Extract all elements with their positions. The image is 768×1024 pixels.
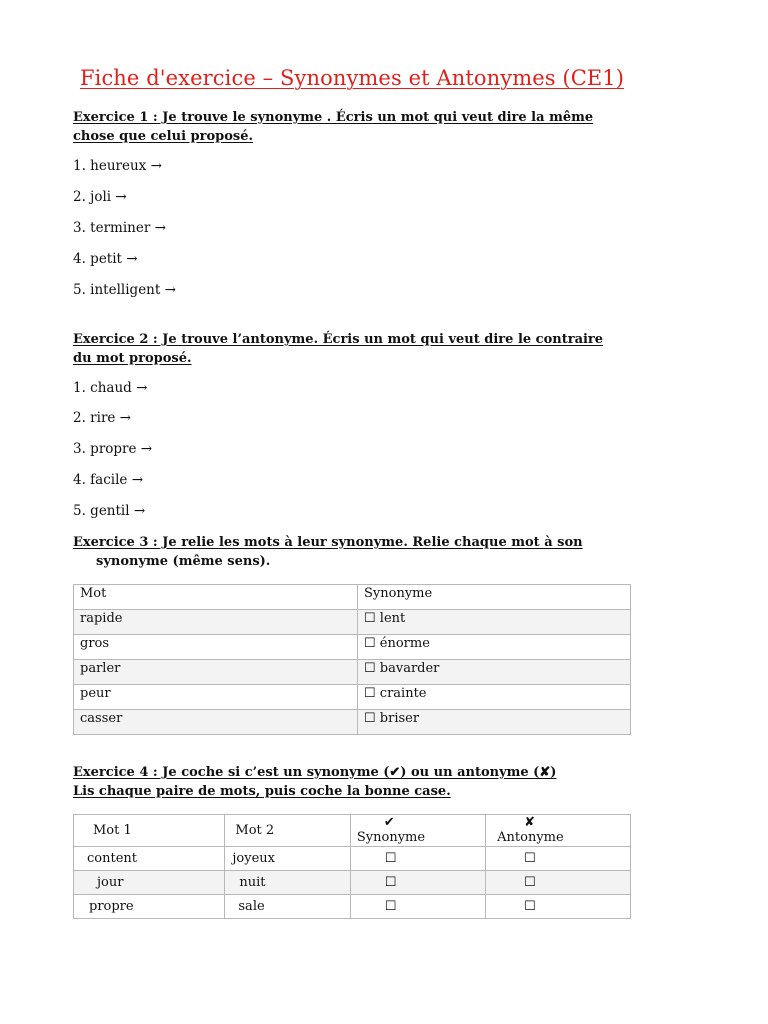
- word-2-cell: nuit: [225, 871, 350, 895]
- table-row: [74, 635, 631, 660]
- exercise-2-item: 4. facile →: [73, 472, 144, 488]
- antonym-checkbox[interactable]: ☐: [486, 871, 631, 895]
- synonym-option-checkbox[interactable]: ☐ briser: [358, 710, 631, 735]
- synonym-option-checkbox[interactable]: ☐ énorme: [358, 635, 631, 660]
- header-antonyme: [486, 815, 631, 847]
- word-cell: rapide: [74, 610, 358, 635]
- exercise-1-heading: [73, 108, 633, 146]
- table-header-row: [74, 815, 631, 847]
- table-header-row: [74, 585, 631, 610]
- word-1-cell: content: [74, 847, 225, 871]
- exercise-4-heading-line2: Lis chaque paire de mots, puis coche la bonne case.: [73, 784, 451, 799]
- synonym-checkbox[interactable]: ☐: [350, 847, 485, 871]
- table-row: [74, 660, 631, 685]
- exercise-3-heading: [73, 533, 633, 571]
- synonym-checkbox[interactable]: ☐: [350, 895, 485, 919]
- table-row: [74, 871, 631, 895]
- exercise-1-item: 4. petit →: [73, 251, 138, 267]
- synonym-option-checkbox[interactable]: ☐ lent: [358, 610, 631, 635]
- synonym-option-checkbox[interactable]: ☐ crainte: [358, 685, 631, 710]
- header-mot-1: Mot 1: [74, 815, 225, 847]
- exercise-1-item: 5. intelligent →: [73, 282, 176, 298]
- antonym-checkbox[interactable]: ☐: [486, 895, 631, 919]
- word-cell: casser: [74, 710, 358, 735]
- checkmark-icon: ✔: [383, 815, 395, 830]
- exercise-1-item: 3. terminer →: [73, 220, 166, 236]
- cross-icon: ✘: [524, 815, 536, 830]
- table-row: [74, 685, 631, 710]
- header-synonyme: Synonyme: [358, 585, 631, 610]
- synonym-checkbox[interactable]: ☐: [350, 871, 485, 895]
- antonym-checkbox[interactable]: ☐: [486, 847, 631, 871]
- header-mot: Mot: [74, 585, 358, 610]
- exercise-1-item: 1. heureux →: [73, 158, 162, 174]
- exercise-2-item: 3. propre →: [73, 441, 153, 457]
- exercise-1-item: 2. joli →: [73, 189, 127, 205]
- exercise-3-heading-line2: synonyme (même sens).: [96, 554, 271, 569]
- table-row: [74, 847, 631, 871]
- exercise-3-heading-line1: Exercice 3 : Je relie les mots à leur synonyme. Relie chaque mot à son: [73, 535, 583, 550]
- word-1-cell: propre: [74, 895, 225, 919]
- synonym-antonym-table: [73, 814, 631, 919]
- header-mot-2: Mot 2: [225, 815, 350, 847]
- table-row: [74, 895, 631, 919]
- synonym-option-checkbox[interactable]: ☐ bavarder: [358, 660, 631, 685]
- exercise-2-heading-line1: Exercice 2 : Je trouve l’antonyme. Écris un mot qui veut dire le contraire: [73, 332, 604, 347]
- exercise-2-item: 2. rire →: [73, 410, 131, 426]
- exercise-1-heading-line1: Exercice 1 : Je trouve le synonyme . Écris un mot qui veut dire la même: [73, 110, 594, 125]
- header-antonyme-label: Antonyme: [497, 830, 564, 845]
- header-synonyme-label: Synonyme: [356, 830, 426, 845]
- exercise-4-heading: [73, 763, 633, 801]
- word-2-cell: sale: [225, 895, 350, 919]
- page-title: Fiche d'exercice – Synonymes et Antonymes (CE1): [79, 66, 625, 90]
- exercise-2-item: 5. gentil →: [73, 503, 146, 519]
- word-2-cell: joyeux: [225, 847, 350, 871]
- table-row: [74, 710, 631, 735]
- synonym-matching-table: [73, 584, 631, 735]
- word-1-cell: jour: [74, 871, 225, 895]
- table-row: [74, 610, 631, 635]
- exercise-1-heading-line2: chose que celui proposé.: [73, 129, 254, 144]
- word-cell: parler: [74, 660, 358, 685]
- header-synonyme: [350, 815, 485, 847]
- exercise-4-heading-line1: Exercice 4 : Je coche si c’est un synonyme (✔) ou un antonyme (✘): [73, 765, 557, 780]
- word-cell: gros: [74, 635, 358, 660]
- exercise-2-item: 1. chaud →: [73, 380, 148, 396]
- exercise-2-heading-line2: du mot proposé.: [73, 351, 192, 366]
- word-cell: peur: [74, 685, 358, 710]
- exercise-2-heading: [73, 330, 633, 368]
